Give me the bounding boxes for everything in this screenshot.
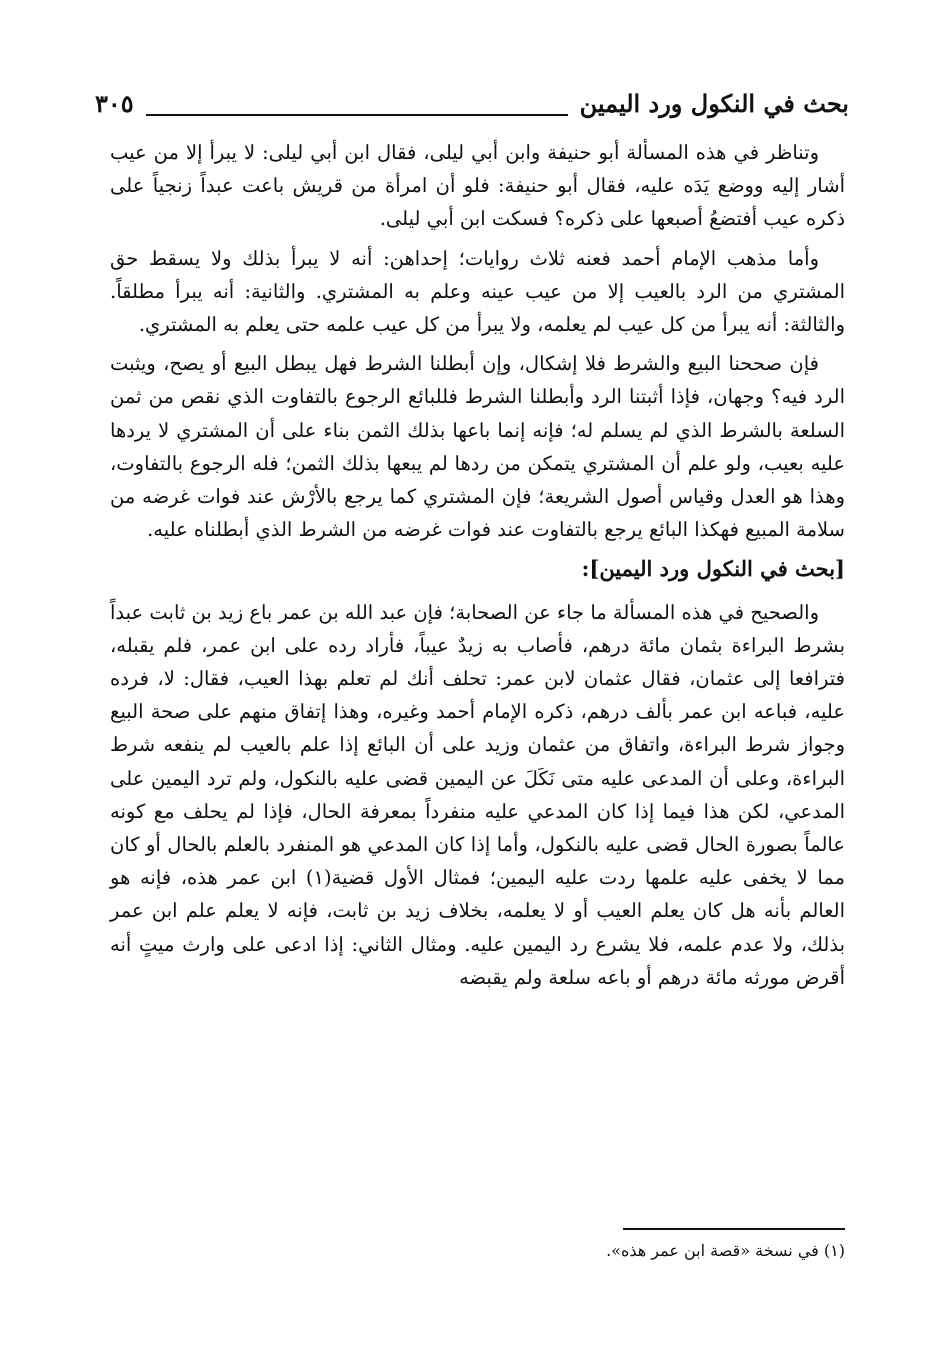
section-heading: [بحث في النكول ورد اليمين]: (581, 556, 845, 582)
footnote: (١) في نسخة «قصة ابن عمر هذه». (606, 1241, 845, 1260)
paragraph: والصحيح في هذه المسألة ما جاء عن الصحابة؛ فإن عبد الله بن عمر باع زيد بن ثابت عبداً بشرط البراءة بثمان مائة درهم، فأصاب به زيدٌ عيباً، فأراد رده على ابن عمر، فلم يقبله، فترافعا إلى عثمان، فقال عثمان لابن عمر: تحلف أنك لم تعلم بهذا العيب، فقال: لا، فرده عليه، فباعه ابن عمر بألف درهم، ذكره الإمام أحمد وغيره، وهذا إتفاق منهم على صحة البيع وجواز شرط البراءة، واتفاق من عثمان وزيد على أن البائع إذا علم بالعيب لم ينفعه شرط البراءة، وعلى أن المدعى عليه متى نَكَلَ عن اليمين قضى عليه بالنكول، ولم ترد اليمين على المدعي، لكن هذا فيما إذا كان المدعي عليه منفرداً بمعرفة الحال، فإذا لم يحلف مع كونه عالماً بصورة الحال قضى عليه بالنكول، وأما إذا كان المدعي هو المنفرد بالعلم بالحال أو كان مما لا يخفى عليه علمها ردت عليه اليمين؛ فمثال الأول قضية(١) ابن عمر هذه، فإنه هو العالم بأنه هل كان يعلم العيب أو لا يعلمه، بخلاف زيد بن ثابت، فإنه لا يعلم علم ابن عمر بذلك، ولا عدم علمه، فلا يشرع رد اليمين عليه. ومثال الثاني: إذا ادعى على وارث ميتٍ أنه أقرض مورثه مائة درهم أو باعه سلعة ولم يقبضه (110, 600, 845, 989)
page-header (95, 82, 849, 124)
running-title: بحث في النكول ورد اليمين (579, 88, 849, 118)
paragraph: فإن صححنا البيع والشرط فلا إشكال، وإن أبطلنا الشرط فهل يبطل البيع أو يصح، ويثبت الرد فيه؟ وجهان، فإذا أثبتنا الرد وأبطلنا الشرط فللبائع الرجوع بالتفاوت الذي نقص من ثمن السلعة بالشرط الذي لم يسلم له؛ فإنه إنما باعها بذلك الثمن بناء على أن المشتري لا يردها عليه بعيب، ولو علم أن المشتري يتمكن من ردها لم يبعها بذلك الثمن؛ فله الرجوع بالتفاوت، وهذا هو العدل وقياس أصول الشريعة؛ فإن المشتري كما يرجع بالأرْش عند فوات غرضه من سلامة المبيع فهكذا البائع يرجع بالتفاوت عند فوات غرضه من الشرط الذي أبطلناه عليه. (110, 352, 845, 542)
paragraph: وأما مذهب الإمام أحمد فعنه ثلاث روايات؛ إحداهن: أنه لا يبرأ بذلك ولا يسقط حق المشتري من الرد بالعيب إلا من عيب عينه وعلم به المشتري. والثانية: أنه يبرأ مطلقاً. والثالثة: أنه يبرأ من كل عيب لم يعلمه، ولا يبرأ من كل عيب علمه حتى يعلم به المشتري. (110, 246, 845, 337)
page-number: ٣٠٥ (95, 88, 134, 118)
footnote-rule (623, 1228, 845, 1230)
header-rule (146, 114, 568, 116)
main-text (110, 136, 845, 1000)
paragraph: وتناظر في هذه المسألة أبو حنيفة وابن أبي ليلى، فقال ابن أبي ليلى: لا يبرأ إلا من عيب أشار إليه ووضع يَدَه عليه، فقال أبو حنيفة: فلو أن امرأة من قريش باعت عبداً زنجياً على ذكره عيب أفتضعُ أصبعها على ذكره؟ فسكت ابن أبي ليلى. (110, 141, 845, 231)
